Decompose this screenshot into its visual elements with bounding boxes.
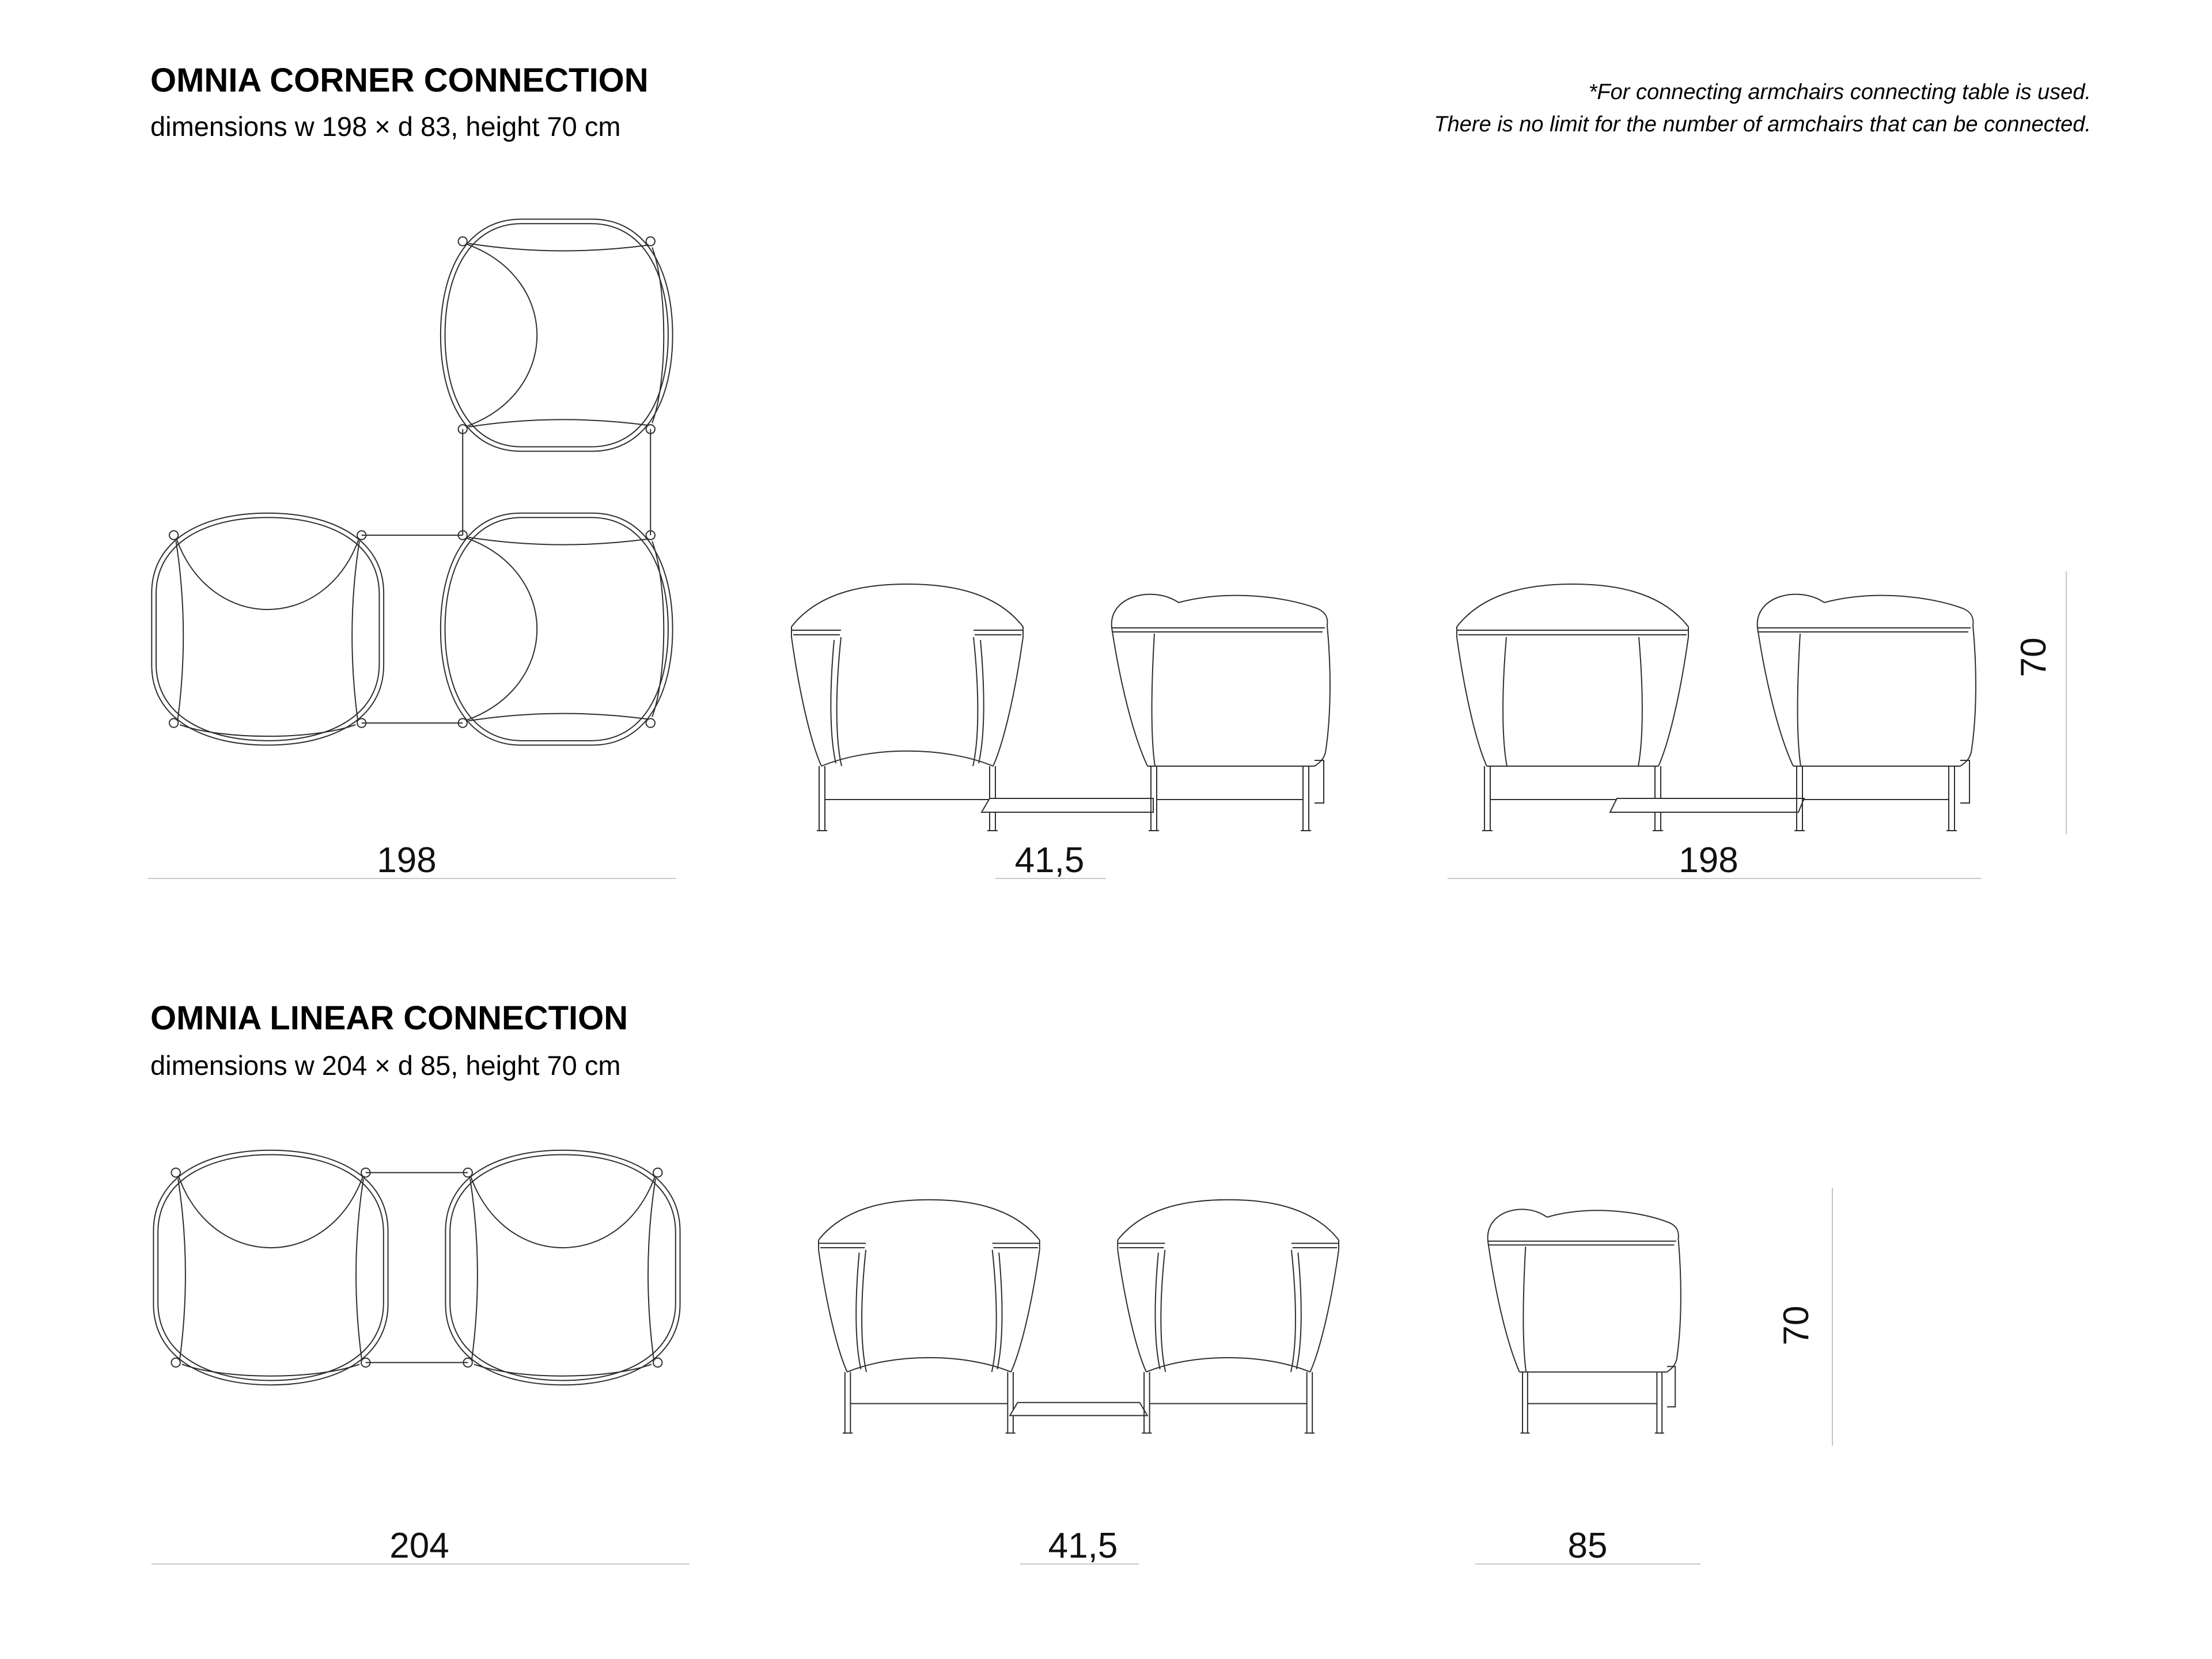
corner-table-dimension-line: [995, 878, 1106, 879]
corner-width-dimension-line: [148, 878, 676, 879]
connection-note: [1434, 76, 2091, 141]
connecting-table-plate: [1010, 1403, 1147, 1416]
corner-table-dimension: 41,5: [1014, 840, 1085, 880]
linear-top-view-drawing: [143, 1146, 690, 1389]
linear-height-dimension-line: [1832, 1188, 1833, 1446]
corner-section-subtitle: dimensions w 198 × d 83, height 70 cm: [150, 111, 621, 142]
linear-section-title: OMNIA LINEAR CONNECTION: [150, 999, 628, 1037]
corner-front-view-drawing: [779, 570, 1349, 838]
linear-table-dimension-line: [1020, 1563, 1139, 1565]
linear-width-dimension: 204: [389, 1526, 449, 1566]
linear-width-dimension-line: [151, 1563, 690, 1565]
corner-height-dimension: 70: [2014, 637, 2054, 677]
linear-height-dimension: 70: [1777, 1305, 1816, 1346]
connecting-table-plate: [982, 798, 1153, 812]
corner-section-title: OMNIA CORNER CONNECTION: [150, 62, 649, 99]
corner-top-view-chairs: [151, 219, 672, 745]
linear-depth-dimension: 85: [1567, 1526, 1608, 1566]
corner-back-width-dimension: 198: [1679, 840, 1738, 880]
corner-height-dimension-line: [2066, 571, 2067, 834]
linear-side-view-drawing: [1475, 1187, 1694, 1440]
linear-top-view-chairs: [153, 1150, 680, 1385]
linear-section-subtitle: dimensions w 204 × d 85, height 70 cm: [150, 1050, 621, 1081]
connection-note-line-1: *For connecting armchairs connecting table is used.: [1588, 80, 2091, 104]
linear-depth-dimension-line: [1475, 1563, 1700, 1565]
corner-width-dimension: 198: [377, 840, 437, 880]
corner-top-view-drawing: [141, 213, 683, 752]
corner-back-view-drawing: [1446, 570, 1993, 838]
corner-back-width-dimension-line: [1448, 878, 1982, 879]
connection-note-line-2: There is no limit for the number of armchairs that can be connected.: [1434, 112, 2091, 137]
linear-front-view-drawing: [806, 1187, 1351, 1440]
connecting-table-plate: [1610, 798, 1804, 812]
linear-table-dimension: 41,5: [1048, 1526, 1118, 1566]
